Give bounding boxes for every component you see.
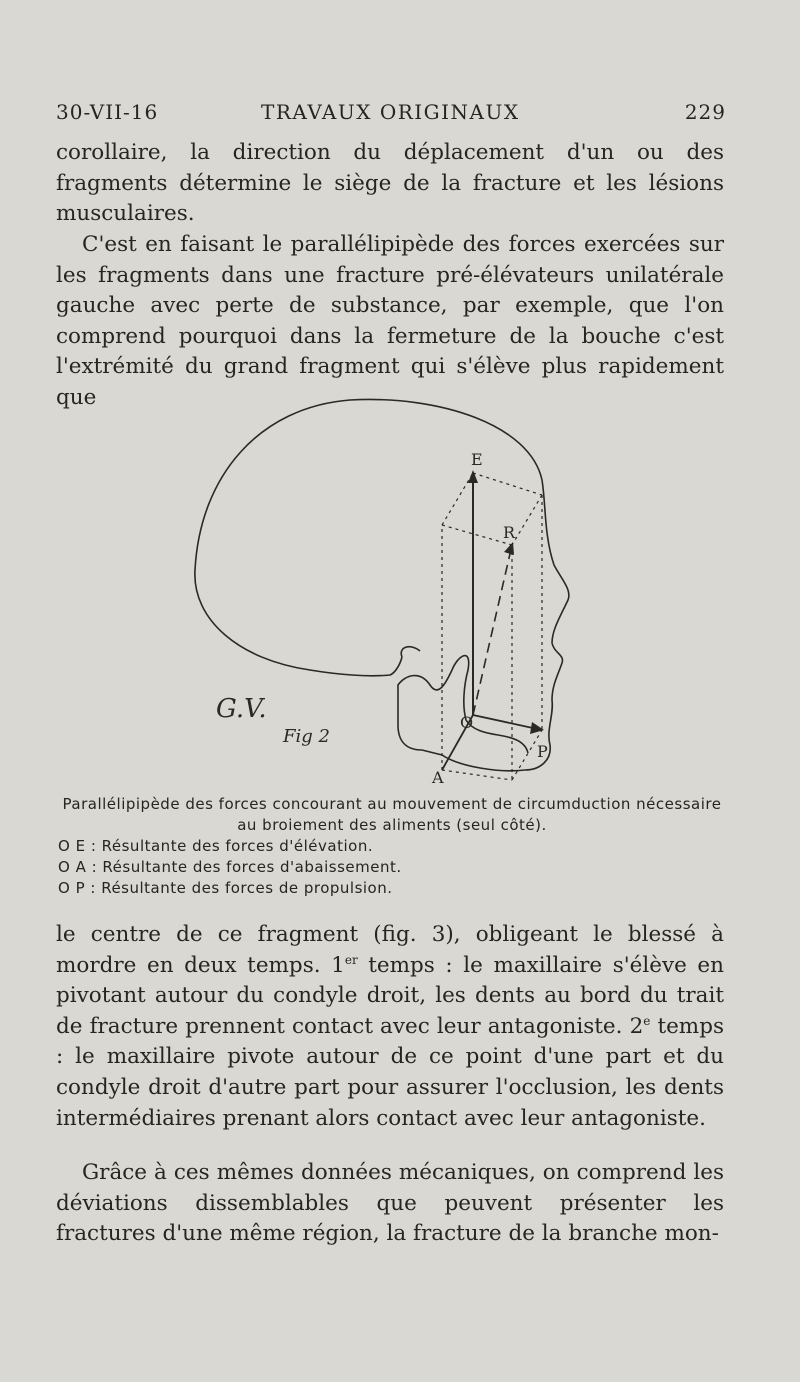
condyle-outline: [401, 647, 420, 657]
caption-text: Parallélipipède des forces concourant au mouvement de circumduction nécessaire au broiement des aliments (seul côté).: [62, 795, 722, 834]
line-OR: [473, 545, 512, 715]
arrow-R: [504, 542, 514, 555]
label-A: A: [432, 768, 444, 787]
paragraph-2: C'est en faisant le parallélipipède des forces exercées sur les fragments dans une fracture pré-élévateurs unilatérale gauche avec perte de substance, par exemple, que l'on comprend pourquoi dans la fermeture de la bouche c'est l'extrémité du grand fragment qui s'élève plus rapidement que: [56, 232, 724, 410]
caption-legend-OP: O P : Résultante des forces de propulsion.: [58, 879, 393, 897]
page-number: 229: [684, 100, 726, 124]
artist-signature: G.V.: [216, 694, 267, 724]
skull-outline: [195, 399, 542, 675]
running-header: [56, 100, 726, 132]
arrow-E: [468, 470, 478, 483]
paragraph-1: corollaire, la direction du déplacement d'un ou des fragments détermine le siège de la fracture et les lésions musculaires.: [56, 140, 724, 227]
label-R: R: [503, 523, 516, 542]
figure-caption: [56, 794, 728, 899]
label-E: E: [471, 450, 483, 469]
figure-label: Fig 2: [283, 726, 330, 747]
label-O: O: [460, 713, 474, 732]
label-P: P: [537, 742, 548, 761]
caption-legend-OE: O E : Résultante des forces d'élévation.: [58, 837, 374, 855]
header-date: 30-VII-16: [56, 100, 159, 124]
figure-skull-force-diagram: [180, 385, 630, 790]
paragraph-3: le centre de ce fragment (fig. 3), obligeant le blessé à mordre en deux temps. 1er temps : le maxillaire s'élève en pivotant autour du condyle droit, les dents au bord du trait de fracture prennent contact avec leur antagoniste. 2e temps : le maxillaire pivote autour de ce point d'une part et du condyle droit d'autre part pour assurer l'occlusion, les dents intermédiaires prenant alors contact avec leur antagoniste.: [56, 922, 724, 1131]
caption-legend-OA: O A : Résultante des forces d'abaissement.: [58, 858, 402, 876]
paragraph-4: Grâce à ces mêmes données mécaniques, on comprend les déviations dissemblables que peuvent présenter les fractures d'une même région, la fracture de la branche mon-: [56, 1160, 724, 1247]
header-title: TRAVAUX ORIGINAUX: [261, 100, 520, 124]
